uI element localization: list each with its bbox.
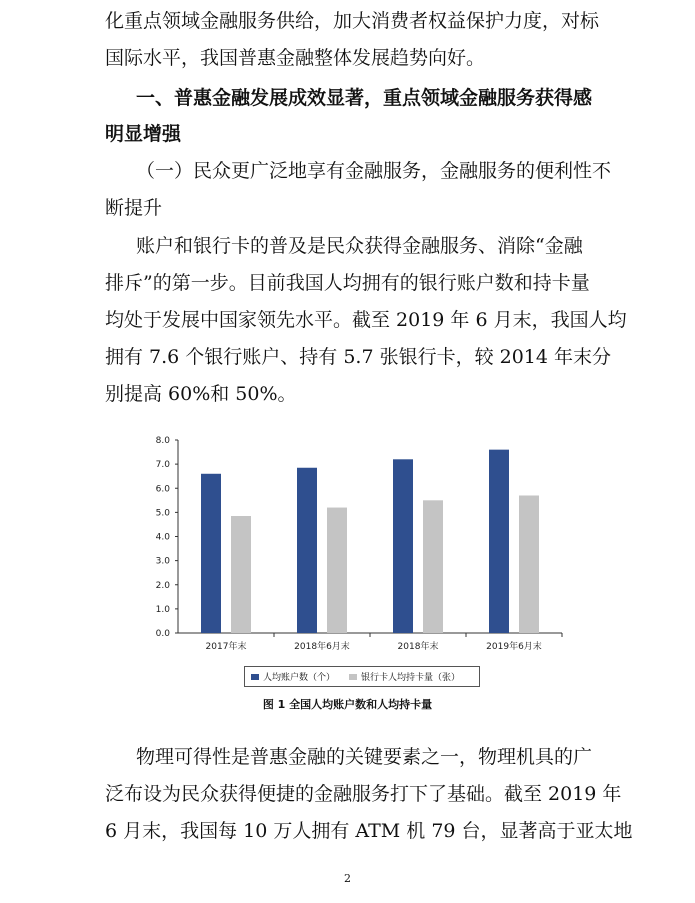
- paragraph-line: 物理可得性是普惠金融的关键要素之一，物理机具的广: [136, 746, 593, 768]
- y-tick-label: 6.0: [155, 484, 170, 495]
- x-tick-label: 2017年末: [205, 642, 247, 652]
- paragraph-line: 排斥”的第一步。目前我国人均拥有的银行账户数和持卡量: [105, 272, 590, 294]
- paragraph-line: 化重点领域金融服务供给，加大消费者权益保护力度，对标: [105, 10, 600, 32]
- bar: [489, 450, 509, 633]
- figure-caption: 图 1 全国人均账户数和人均持卡量: [262, 698, 433, 711]
- legend-label: 银行卡人均持卡量（张）: [361, 673, 461, 683]
- legend-label: 人均账户数（个）: [263, 673, 336, 683]
- y-tick-label: 7.0: [155, 460, 170, 471]
- legend-item: [251, 670, 335, 683]
- bar-chart: [130, 428, 570, 658]
- bar: [327, 508, 347, 633]
- legend-swatch: [251, 674, 259, 680]
- bar: [393, 459, 413, 633]
- y-tick-label: 8.0: [155, 436, 170, 446]
- paragraph-line: 6 月末，我国每 10 万人拥有 ATM 机 79 台，显著高于亚太地: [105, 820, 633, 842]
- paragraph-line: 均处于发展中国家领先水平。截至 2019 年 6 月末，我国人均: [105, 309, 627, 331]
- page-number: 2: [344, 872, 351, 885]
- paragraph-line: 拥有 7.6 个银行账户、持有 5.7 张银行卡，较 2014 年末分: [105, 346, 612, 368]
- chart-legend: [244, 666, 480, 687]
- y-tick-label: 4.0: [155, 532, 170, 543]
- paragraph-line: 国际水平，我国普惠金融整体发展趋势向好。: [105, 47, 486, 69]
- x-tick-label: 2019年6月末: [486, 642, 542, 652]
- bar: [519, 495, 539, 633]
- y-tick-label: 2.0: [155, 580, 170, 591]
- paragraph-line: 账户和银行卡的普及是民众获得金融服务、消除“金融: [136, 235, 583, 257]
- paragraph-line: 别提高 60%和 50%。: [105, 383, 297, 405]
- y-tick-label: 0.0: [155, 629, 170, 639]
- section-heading: 一、普惠金融发展成效显著，重点领域金融服务获得感: [136, 87, 593, 109]
- y-tick-label: 1.0: [155, 604, 170, 615]
- paragraph-line: 泛布设为民众获得便捷的金融服务打下了基础。截至 2019 年: [105, 783, 622, 805]
- bar: [201, 474, 221, 633]
- x-tick-label: 2018年6月末: [294, 642, 350, 652]
- bar: [423, 500, 443, 633]
- subsection-heading: （一）民众更广泛地享有金融服务，金融服务的便利性不: [136, 160, 612, 182]
- y-tick-label: 3.0: [155, 556, 170, 567]
- legend-swatch: [349, 674, 357, 680]
- x-tick-label: 2018年末: [397, 642, 439, 652]
- section-heading: 明显增强: [105, 123, 182, 145]
- subsection-heading: 断提升: [105, 197, 163, 219]
- bar: [231, 516, 251, 633]
- y-tick-label: 5.0: [155, 508, 170, 519]
- legend-item: [349, 670, 460, 683]
- bar: [297, 468, 317, 633]
